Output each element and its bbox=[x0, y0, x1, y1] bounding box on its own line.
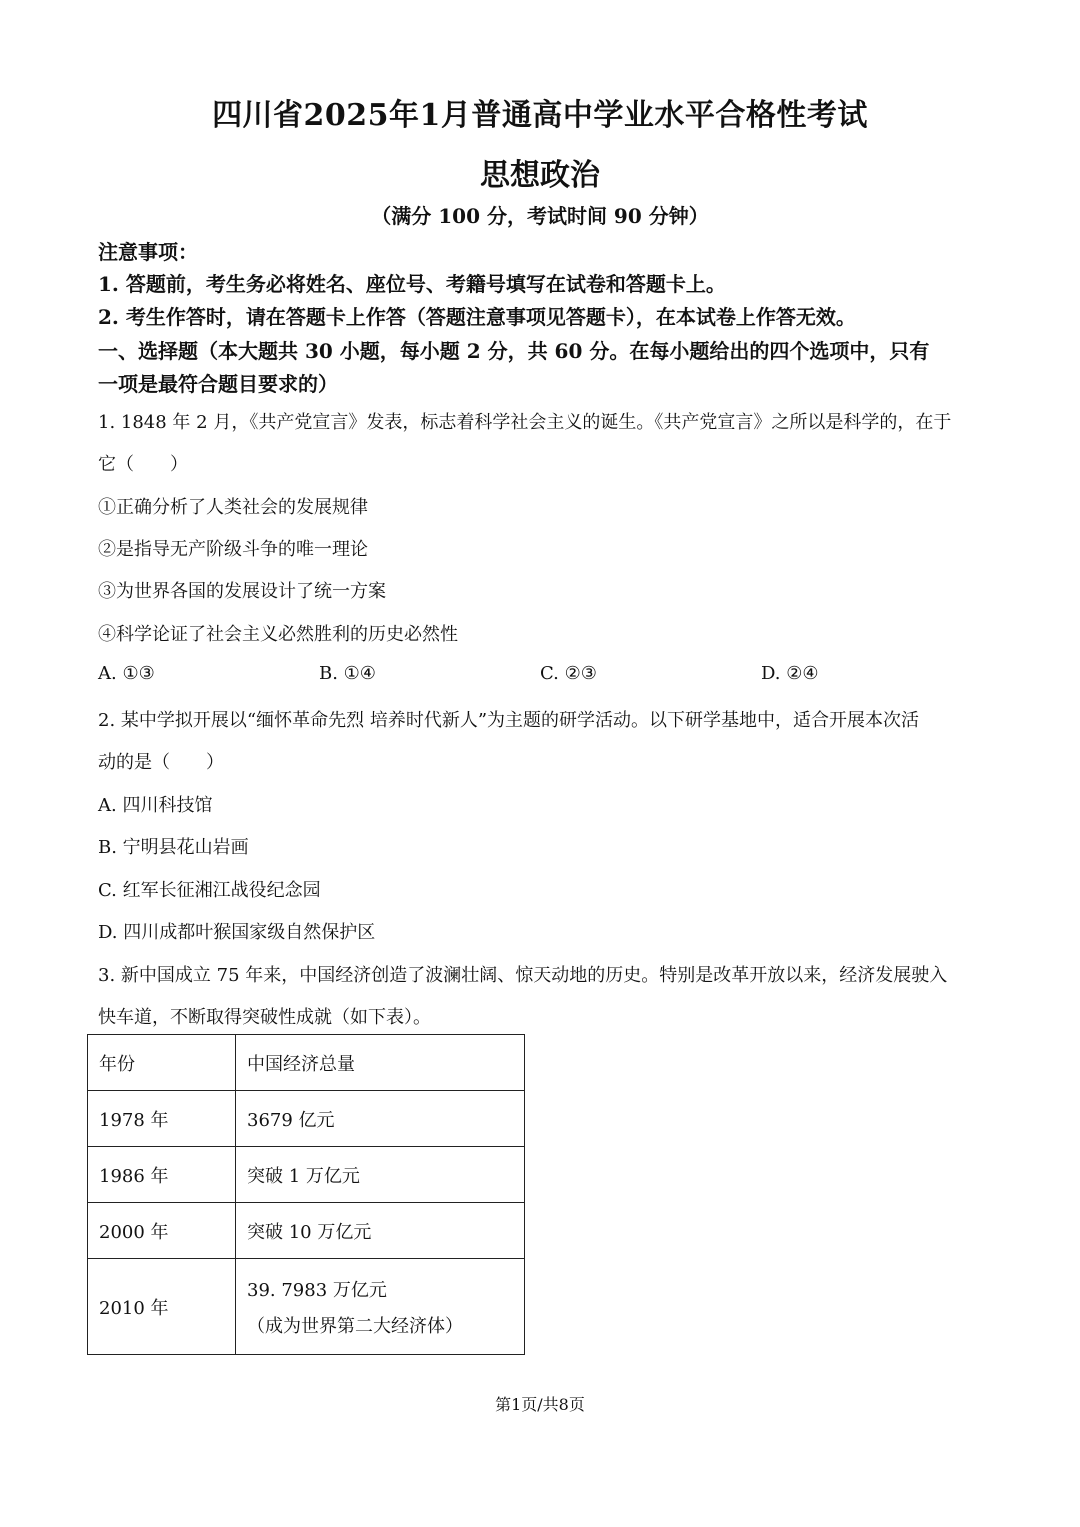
question-2-stem: 2. 某中学拟开展以“缅怀革命先烈 培养时代新人”为主题的研学活动。以下研学基地中，适合开展本次活 bbox=[98, 710, 920, 731]
table-cell-value: 突破 1 万亿元 bbox=[236, 1147, 525, 1203]
question-1-option-b: B. ①④ bbox=[319, 663, 376, 684]
table-header-cell: 年份 bbox=[88, 1035, 236, 1091]
exam-title: 四川省2025年1月普通高中学业水平合格性考试 bbox=[212, 98, 868, 133]
question-1-statement: ①正确分析了人类社会的发展规律 bbox=[98, 497, 368, 518]
notice-heading: 注意事项： bbox=[98, 240, 198, 264]
table-cell-value bbox=[236, 1259, 525, 1355]
table-cell-year: 2010 年 bbox=[88, 1259, 236, 1355]
table-row bbox=[88, 1259, 525, 1355]
table-row bbox=[88, 1091, 525, 1147]
section-heading: 一、选择题（本大题共 30 小题，每小题 2 分，共 60 分。在每小题给出的四个选项中，只有 bbox=[98, 339, 930, 363]
question-1-stem: 1. 1848 年 2 月，《共产党宣言》发表，标志着科学社会主义的诞生。《共产党宣言》之所以是科学的，在于 bbox=[98, 412, 952, 433]
exam-info: （满分 100 分，考试时间 90 分钟） bbox=[371, 204, 709, 228]
table-cell-value-note: （成为世界第二大经济体） bbox=[247, 1315, 463, 1337]
question-2-option-b: B. 宁明县花山岩画 bbox=[98, 837, 249, 858]
question-2-option-d: D. 四川成都叶猴国家级自然保护区 bbox=[98, 922, 376, 943]
section-heading-continued: 一项是最符合题目要求的） bbox=[98, 372, 338, 396]
question-1-statement: ④科学论证了社会主义必然胜利的历史必然性 bbox=[98, 624, 458, 645]
question-2-option-a: A. 四川科技馆 bbox=[98, 795, 213, 816]
question-1-option-a: A. ①③ bbox=[98, 663, 155, 684]
table-header-cell: 中国经济总量 bbox=[236, 1035, 525, 1091]
notice-item: 1. 答题前，考生务必将姓名、座位号、考籍号填写在试卷和答题卡上。 bbox=[98, 272, 726, 296]
table-cell-value: 突破 10 万亿元 bbox=[236, 1203, 525, 1259]
table-cell-value: 3679 亿元 bbox=[236, 1091, 525, 1147]
question-1-option-d: D. ②④ bbox=[761, 663, 819, 684]
notice-item: 2. 考生作答时，请在答题卡上作答（答题注意事项见答题卡），在本试卷上作答无效。 bbox=[98, 305, 856, 329]
question-1-statement: ②是指导无产阶级斗争的唯一理论 bbox=[98, 539, 368, 560]
page-number: 第1页/共8页 bbox=[495, 1395, 585, 1414]
question-2-stem-continued: 动的是（ ） bbox=[98, 752, 224, 773]
economy-table bbox=[87, 1034, 525, 1355]
table-row bbox=[88, 1203, 525, 1259]
question-1-statement: ③为世界各国的发展设计了统一方案 bbox=[98, 581, 386, 602]
table-cell-year: 2000 年 bbox=[88, 1203, 236, 1259]
table-cell-year: 1978 年 bbox=[88, 1091, 236, 1147]
question-2-option-c: C. 红军长征湘江战役纪念园 bbox=[98, 880, 321, 901]
table-cell-value-amount: 39. 7983 万亿元 bbox=[247, 1279, 387, 1301]
table-row bbox=[88, 1147, 525, 1203]
question-3-stem-continued: 快车道，不断取得突破性成就（如下表）。 bbox=[98, 1007, 431, 1028]
question-1-stem-continued: 它（ ） bbox=[98, 454, 188, 475]
question-1-option-c: C. ②③ bbox=[540, 663, 597, 684]
exam-subject: 思想政治 bbox=[480, 158, 600, 193]
table-header-row bbox=[88, 1035, 525, 1091]
question-3-stem: 3. 新中国成立 75 年来，中国经济创造了波澜壮阔、惊天动地的历史。特别是改革开放以来，经济发展驶入 bbox=[98, 965, 948, 986]
table-cell-year: 1986 年 bbox=[88, 1147, 236, 1203]
